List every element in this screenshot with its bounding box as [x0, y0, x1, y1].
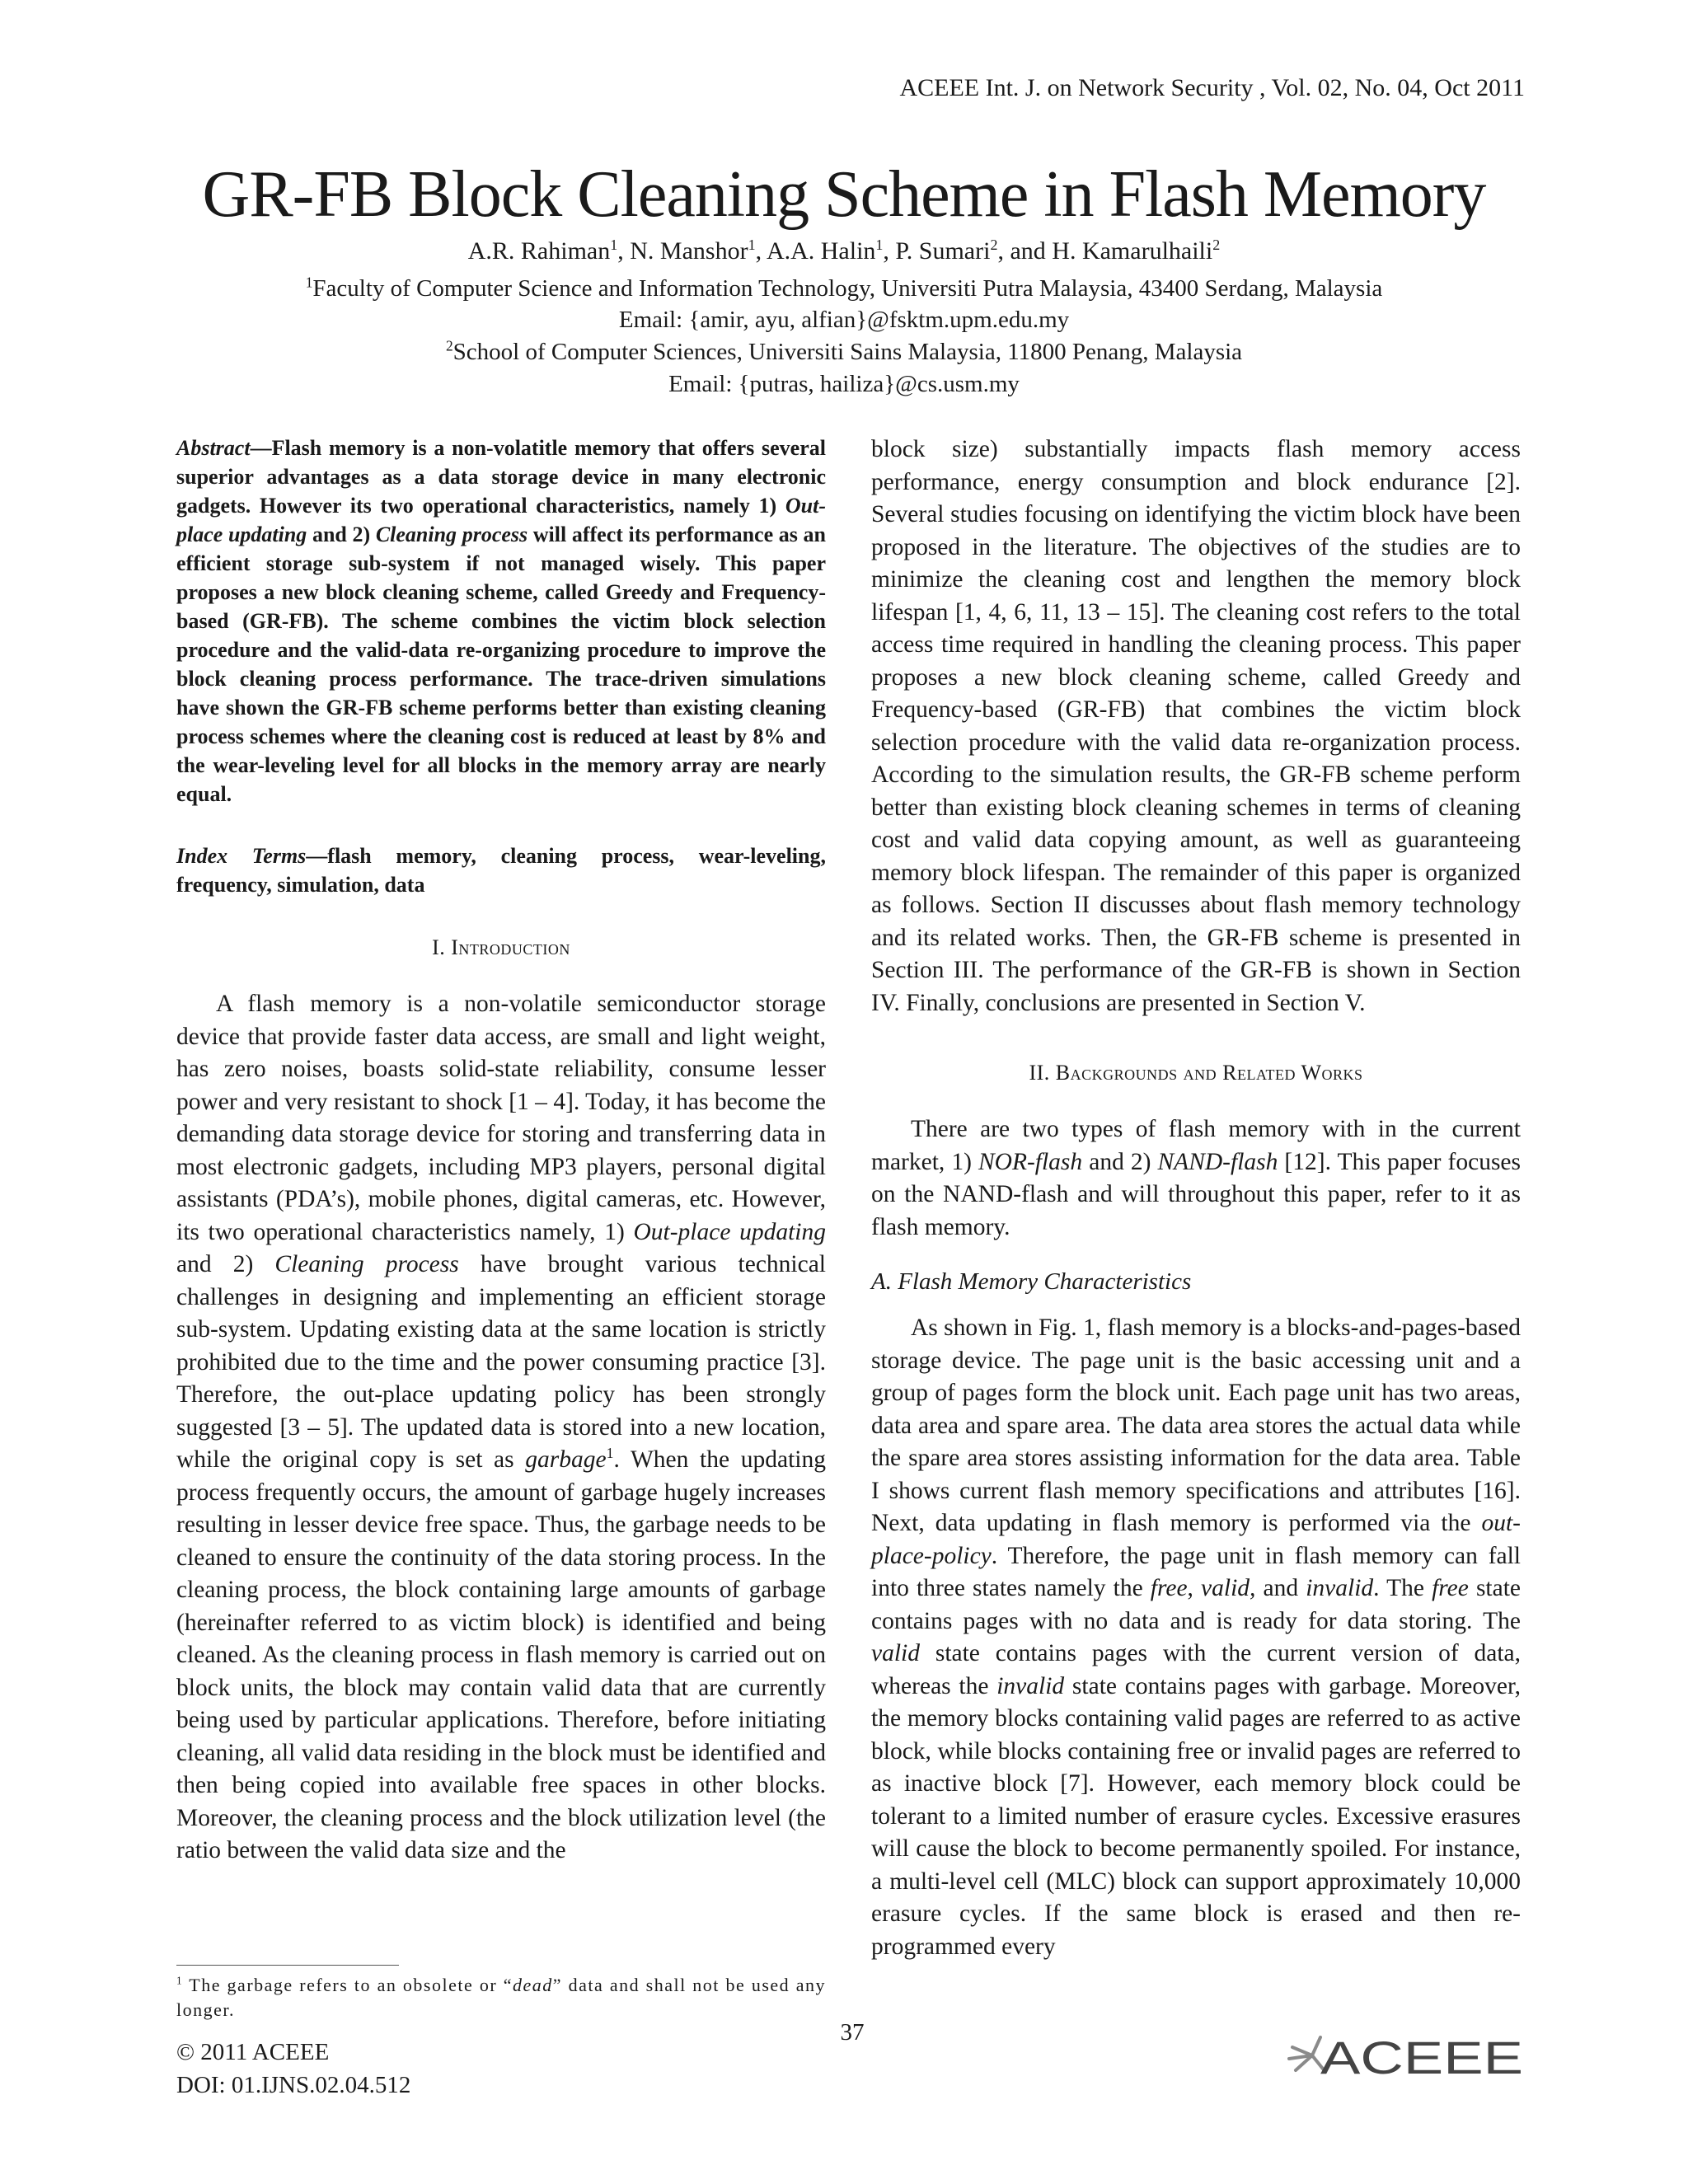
- author-affiliation-mark: 1: [875, 237, 884, 253]
- paper-title: GR-FB Block Cleaning Scheme in Flash Memory: [202, 158, 1486, 231]
- left-column: [176, 434, 826, 1868]
- author-name: A.A. Halin: [766, 237, 876, 265]
- footnote-emphasis: dead: [513, 1975, 553, 1995]
- author-separator: ,: [755, 237, 767, 265]
- emphasis-term: invalid: [1306, 1575, 1374, 1601]
- footnote-number: 1: [176, 1974, 184, 1987]
- emphasis-term: free: [1150, 1575, 1188, 1601]
- copyright-line: © 2011 ACEEE: [176, 2039, 330, 2065]
- abstract-label: Abstract: [176, 436, 251, 460]
- emphasis-term: NAND-flash: [1157, 1148, 1278, 1175]
- author-separator: ,: [617, 237, 631, 265]
- section-heading-introduction: [176, 935, 826, 960]
- abstract-term: Cleaning process: [375, 523, 528, 546]
- body-text: . When the updating process frequently occurs, the amount of garbage hugely increases resulting in lesser device free space. Thus, the garbage needs to be cleaned to ensure the continuity of the data storing process. In the cleaning process, the block containing large amounts of garbage (hereinafter referred to as victim block) is identified and being cleaned. As the cleaning process in flash memory is carried out on block units, the block may contain valid data that are currently being used by particular applications. Therefore, before initiating cleaning, all valid data residing in the block must be identified and then being copied into available free spaces in other blocks. Moreover, the cleaning process and the block utilization level (the ratio between the valid data size and the: [176, 1446, 826, 1863]
- body-text: . Therefore, the page unit in flash memory can fall into three states namely the: [871, 1542, 1521, 1601]
- email-2: Email: {putras, hailiza}@cs.usm.my: [668, 371, 1020, 397]
- body-text: ,: [1187, 1575, 1202, 1601]
- copyright-block: [176, 2036, 410, 2102]
- affiliation-1-number: 1: [305, 274, 313, 291]
- body-text: and: [1255, 1575, 1306, 1601]
- body-text: state contains pages with garbage. Moreover, the memory blocks containing valid pages are referred to as active block, while blocks containing free or invalid pages are referred to as inactive block [7]. However, each memory block could be tolerant to a limited number of erasure cycles. Excessive erasures will cause the block to become permanently spoiled. For instance, a multi-level cell (MLC) block can support approximately 10,000 erasure cycles. If the same block is erased and then re-programmed every: [871, 1672, 1521, 1960]
- abstract-text: —Flash memory is a non-volatitle memory that offers several superior advantages as a data storage device in many electronic gadgets. However its two operational characteristics, namely 1): [176, 436, 826, 518]
- abstract-text: and 2): [307, 523, 376, 546]
- section-number: II.: [1029, 1061, 1050, 1085]
- author-name: P. Sumari: [895, 237, 991, 265]
- characteristics-paragraph: [871, 1312, 1521, 1963]
- emphasis-term: Cleaning process: [274, 1251, 459, 1277]
- logo-wordmark: ACEEE: [1320, 2032, 1523, 2079]
- right-column: [871, 434, 1521, 1963]
- footnote: [176, 1973, 826, 2022]
- body-text: and 2): [1082, 1148, 1158, 1175]
- section-number: I.: [432, 935, 446, 959]
- subsection-heading: A. Flash Memory Characteristics: [871, 1268, 1192, 1295]
- body-text: [12]. This paper focuses on the NAND-flash and will throughout this paper, refer to it as flash memory.: [871, 1148, 1522, 1240]
- emphasis-term: out-place-policy: [871, 1510, 1521, 1569]
- emphasis-term: garbage: [525, 1446, 607, 1473]
- index-terms-text: —flash memory, cleaning process, wear-leveling, frequency, simulation, data: [176, 844, 826, 897]
- author-separator: , and: [997, 237, 1053, 265]
- footnote-text: The garbage refers to an obsolete or “: [183, 1975, 513, 1995]
- doi-line: DOI: 01.IJNS.02.04.512: [176, 2072, 411, 2098]
- introduction-paragraph: [176, 988, 826, 1868]
- aceee-logo: [1287, 2032, 1526, 2079]
- index-terms: [176, 841, 826, 899]
- section-heading-backgrounds: [871, 1061, 1521, 1085]
- body-text: As shown in Fig. 1, flash memory is a blocks-and-pages-based storage device. The page unit is the basic accessing unit and a group of pages form the block unit. Each page unit has two areas, data area and spare area. The data area stores the actual data while the spare area stores assisting information for the data area. Table I shows current flash memory specifications and attributes [16]. Next, data updating in flash memory is performed via the: [871, 1315, 1521, 1536]
- emphasis-term: valid,: [1201, 1575, 1256, 1601]
- affiliation-2-number: 2: [445, 337, 453, 354]
- author-affiliation-mark: 2: [1212, 237, 1221, 253]
- author-list: [0, 237, 1688, 265]
- abstract-text: will affect its performance as an efficient storage sub-system if not managed wisely. This paper proposes a new block cleaning scheme, called Greedy and Frequency-based (GR-FB). The scheme combines the victim block selection procedure and the valid-data re-organizing procedure to improve the block cleaning process performance. The trace-driven simulations have shown the GR-FB scheme performs better than existing cleaning process schemes where the cleaning cost is reduced at least by 8% and the wear-leveling level for all blocks in the memory array are nearly equal.: [176, 523, 826, 806]
- section-title: Introduction: [451, 935, 570, 959]
- author-affiliation-mark: 1: [610, 237, 618, 253]
- affiliation-2: [0, 339, 1688, 366]
- email-1: Email: {amir, ayu, alfian}@fsktm.upm.edu.my: [618, 307, 1070, 333]
- continued-paragraph: block size) substantially impacts flash memory access performance, energy consumption and block endurance [2]. Several studies focusing on identifying the victim block have been proposed in the literature. The objectives of the studies are to minimize the cleaning cost and lengthen the memory block lifespan [1, 4, 6, 11, 13 – 15]. The cleaning cost refers to the total access time required in handling the cleaning process. This paper proposes a new block cleaning scheme, called Greedy and Frequency-based (GR-FB) that combines the victim block selection procedure with the valid data re-organization process. According to the simulation results, the GR-FB scheme perform better than existing block cleaning schemes in terms of cleaning cost and valid data copying amount, as well as guaranteeing memory block lifespan. The remainder of this paper is organized as follows. Section II discusses about flash memory technology and its related works. Then, the GR-FB scheme is presented in Section III. The performance of the GR-FB is shown in Section IV. Finally, conclusions are presented in Section V.: [871, 436, 1521, 1016]
- author-affiliation-mark: 1: [748, 237, 756, 253]
- backgrounds-paragraph: [871, 1113, 1521, 1244]
- author-affiliation-mark: 2: [990, 237, 998, 253]
- emphasis-term: free: [1432, 1575, 1469, 1601]
- emphasis-term: invalid: [996, 1672, 1065, 1699]
- body-text: . The: [1373, 1575, 1432, 1601]
- author-separator: ,: [883, 237, 896, 265]
- abstract-term: Out-place updating: [176, 494, 826, 546]
- emphasis-term: valid: [871, 1640, 920, 1666]
- body-text: and 2): [176, 1251, 275, 1277]
- running-head: ACEEE Int. J. on Network Security , Vol. 02, No. 04, Oct 2011: [899, 74, 1525, 101]
- emphasis-term: Out-place updating: [633, 1218, 826, 1245]
- author-name: N. Manshor: [630, 237, 748, 265]
- body-text: There are two types of flash memory with in the current market, 1): [871, 1116, 1521, 1175]
- author-name: A.R. Rahiman: [467, 237, 611, 265]
- body-text: have brought various technical challenges in designing and implementing an efficient storage sub-system. Updating existing data at the same location is strictly prohibited due to the time and the power consuming practice [3]. Therefore, the out-place updating policy has been strongly suggested [3 – 5]. The updated data is stored into a new location, while the original copy is set as: [176, 1251, 827, 1473]
- page-number: 37: [840, 2019, 865, 2046]
- body-text: A flash memory is a non-volatile semiconductor storage device that provide faster data access, are small and light weight, has zero noises, boasts solid-state reliability, consume lesser power and very resistant to shock [1 – 4]. Today, it has become the demanding data storage device for storing and transferring data in most electronic gadgets, including MP3 players, personal digital assistants (PDA’s), mobile phones, digital cameras, etc. However, its two operational characteristics namely, 1): [176, 991, 826, 1245]
- index-terms-label: Index Terms: [176, 844, 307, 868]
- body-text: state contains pages with the current version of data, whereas the: [871, 1640, 1521, 1699]
- affiliation-1-text: Faculty of Computer Science and Information Technology, Universiti Putra Malaysia, 43400 Serdang, Malaysia: [312, 275, 1383, 302]
- body-text: state contains pages with no data and is ready for data storing. The: [871, 1575, 1522, 1634]
- footnote-rule: [176, 1965, 399, 1966]
- section-title: Backgrounds and Related Works: [1055, 1061, 1363, 1085]
- affiliation-2-text: School of Computer Sciences, Universiti Sains Malaysia, 11800 Penang, Malaysia: [452, 339, 1243, 365]
- emphasis-term: NOR-flash: [978, 1148, 1083, 1175]
- footnote-text: ” data and shall not be used any longer.: [176, 1975, 826, 2020]
- affiliation-1: [0, 275, 1688, 302]
- author-name: H. Kamarulhaili: [1052, 237, 1213, 265]
- abstract: [176, 434, 826, 808]
- footnote-marker: 1: [606, 1445, 614, 1462]
